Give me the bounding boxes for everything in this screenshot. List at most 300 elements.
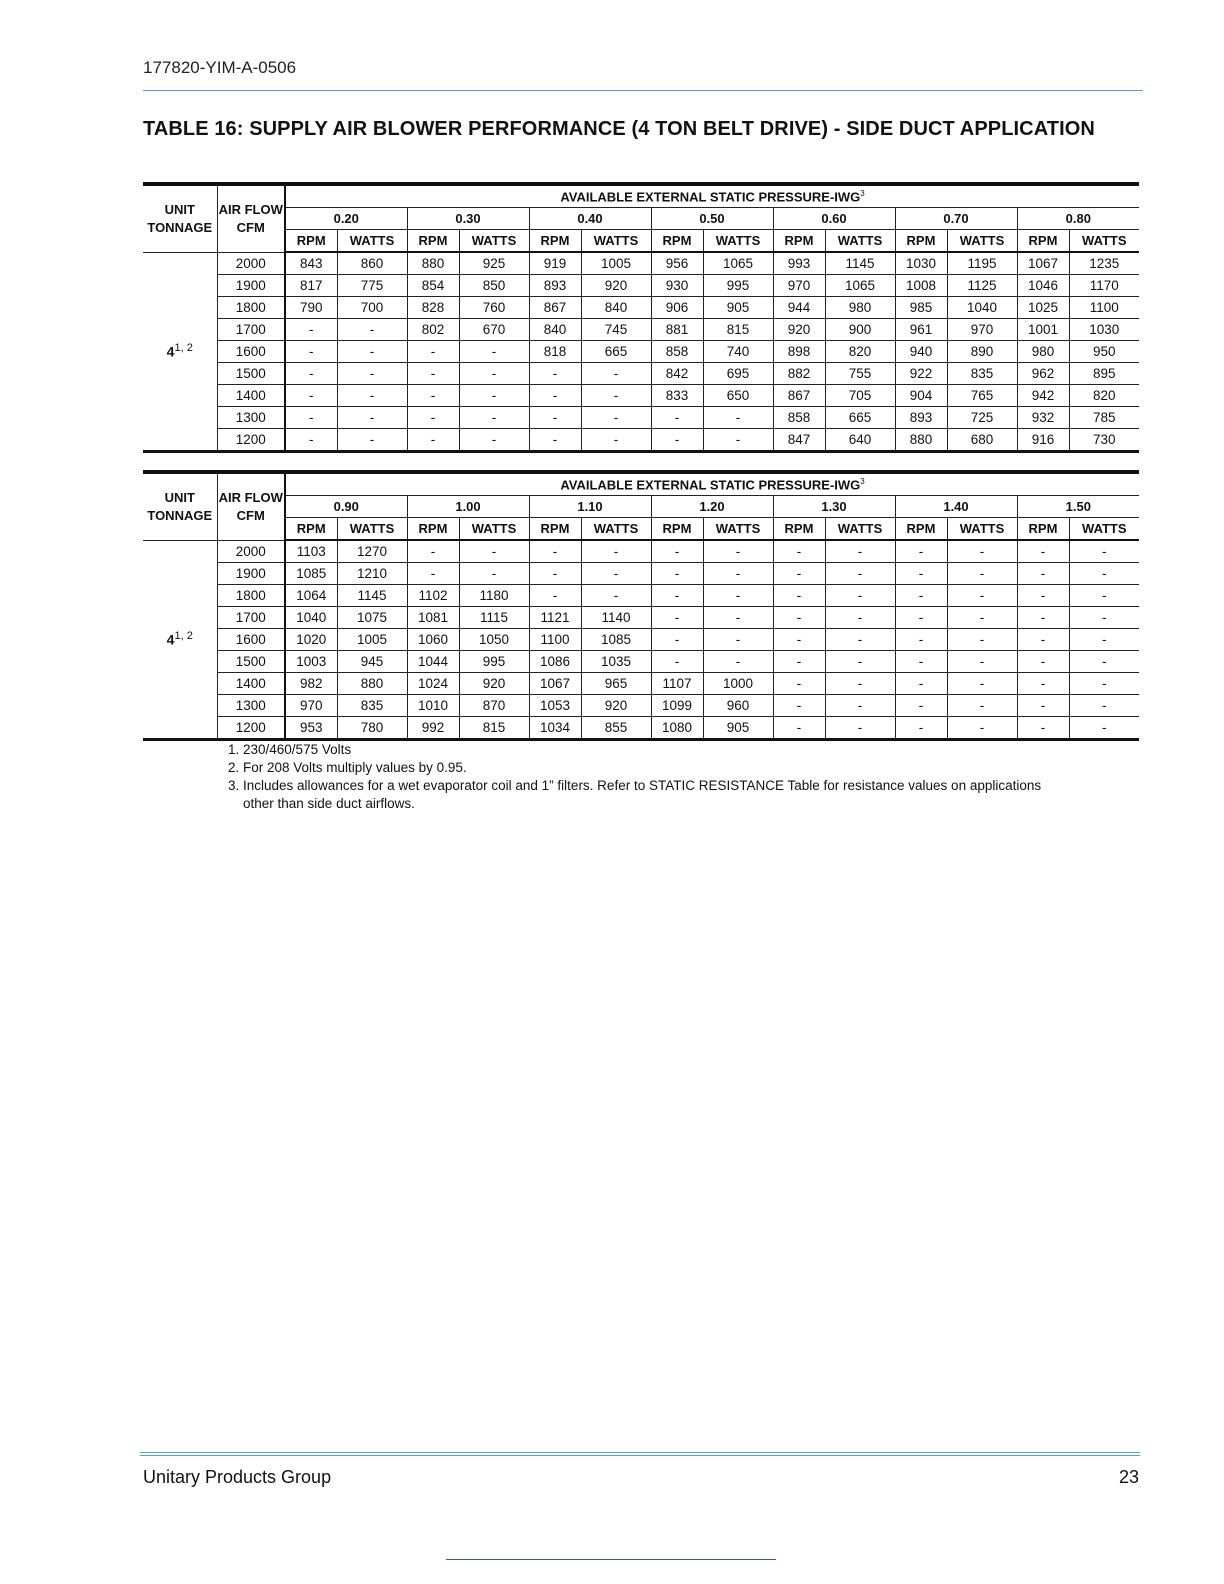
unit-tonnage-cell bbox=[143, 540, 217, 740]
watts-cell: 970 bbox=[947, 319, 1017, 341]
watts-header: WATTS bbox=[459, 230, 529, 253]
rpm-cell: 1046 bbox=[1017, 275, 1069, 297]
watts-cell: - bbox=[947, 651, 1017, 673]
rpm-cell: - bbox=[529, 540, 581, 563]
watts-cell: - bbox=[825, 695, 895, 717]
watts-cell: 945 bbox=[337, 651, 407, 673]
watts-cell: 965 bbox=[581, 673, 651, 695]
watts-cell: - bbox=[825, 540, 895, 563]
rpm-header: RPM bbox=[651, 518, 703, 541]
watts-cell: - bbox=[1069, 717, 1139, 740]
watts-cell: 995 bbox=[459, 651, 529, 673]
rpm-cell: - bbox=[651, 429, 703, 452]
airflow-cell: 1200 bbox=[217, 717, 285, 740]
pressure-header: 1.10 bbox=[529, 496, 651, 518]
watts-header: WATTS bbox=[947, 518, 1017, 541]
watts-header: WATTS bbox=[825, 230, 895, 253]
rpm-cell: 1080 bbox=[651, 717, 703, 740]
rpm-cell: 919 bbox=[529, 252, 581, 275]
rpm-cell: - bbox=[1017, 673, 1069, 695]
watts-cell: 1115 bbox=[459, 607, 529, 629]
watts-cell: 925 bbox=[459, 252, 529, 275]
rpm-cell: 893 bbox=[529, 275, 581, 297]
watts-header: WATTS bbox=[337, 518, 407, 541]
rpm-cell: - bbox=[1017, 607, 1069, 629]
watts-cell: - bbox=[703, 629, 773, 651]
rpm-cell: - bbox=[407, 540, 459, 563]
watts-cell: 650 bbox=[703, 385, 773, 407]
footnote-1: 1. 230/460/575 Volts bbox=[228, 742, 352, 757]
watts-cell: - bbox=[703, 651, 773, 673]
table-row bbox=[143, 717, 1139, 740]
static-pressure-footnote-ref: 3 bbox=[860, 476, 865, 486]
rpm-cell: 1024 bbox=[407, 673, 459, 695]
watts-cell: - bbox=[1069, 695, 1139, 717]
rpm-cell: - bbox=[651, 540, 703, 563]
rpm-header: RPM bbox=[285, 230, 337, 253]
watts-header: WATTS bbox=[581, 230, 651, 253]
pressure-header: 1.20 bbox=[651, 496, 773, 518]
static-pressure-header bbox=[285, 184, 1139, 208]
watts-cell: - bbox=[1069, 563, 1139, 585]
rpm-cell: 847 bbox=[773, 429, 825, 452]
watts-cell: 835 bbox=[947, 363, 1017, 385]
rpm-cell: - bbox=[651, 651, 703, 673]
rpm-cell: 962 bbox=[1017, 363, 1069, 385]
watts-cell: 820 bbox=[1069, 385, 1139, 407]
watts-cell: 705 bbox=[825, 385, 895, 407]
watts-cell: - bbox=[1069, 607, 1139, 629]
watts-cell: - bbox=[459, 407, 529, 429]
rpm-cell: - bbox=[651, 407, 703, 429]
rpm-cell: 1034 bbox=[529, 717, 581, 740]
pressure-header: 0.90 bbox=[285, 496, 407, 518]
watts-cell: 920 bbox=[459, 673, 529, 695]
watts-cell: 920 bbox=[581, 695, 651, 717]
rpm-cell: - bbox=[285, 319, 337, 341]
rpm-cell: 1040 bbox=[285, 607, 337, 629]
watts-cell: 1180 bbox=[459, 585, 529, 607]
watts-cell: 765 bbox=[947, 385, 1017, 407]
watts-cell: - bbox=[581, 385, 651, 407]
rpm-cell: 985 bbox=[895, 297, 947, 319]
watts-cell: 820 bbox=[825, 341, 895, 363]
watts-cell: - bbox=[947, 717, 1017, 740]
watts-cell: 905 bbox=[703, 297, 773, 319]
rpm-cell: 842 bbox=[651, 363, 703, 385]
table-row bbox=[143, 651, 1139, 673]
watts-cell: 1050 bbox=[459, 629, 529, 651]
rpm-cell: 1107 bbox=[651, 673, 703, 695]
watts-cell: 950 bbox=[1069, 341, 1139, 363]
watts-cell: - bbox=[581, 363, 651, 385]
page-number: 23 bbox=[1118, 1467, 1139, 1487]
watts-cell: 1035 bbox=[581, 651, 651, 673]
rpm-cell: 1030 bbox=[895, 252, 947, 275]
watts-cell: 815 bbox=[459, 717, 529, 740]
watts-cell: 1040 bbox=[947, 297, 1017, 319]
watts-cell: - bbox=[581, 563, 651, 585]
rpm-cell: 1100 bbox=[529, 629, 581, 651]
rpm-cell: 1085 bbox=[285, 563, 337, 585]
watts-cell: 745 bbox=[581, 319, 651, 341]
airflow-cell: 1300 bbox=[217, 407, 285, 429]
watts-cell: - bbox=[947, 673, 1017, 695]
watts-cell: - bbox=[581, 407, 651, 429]
static-pressure-footnote-ref: 3 bbox=[860, 188, 865, 198]
watts-cell: - bbox=[825, 673, 895, 695]
pressure-header: 0.20 bbox=[285, 208, 407, 230]
watts-cell: - bbox=[947, 629, 1017, 651]
rpm-cell: - bbox=[285, 429, 337, 452]
rpm-cell: - bbox=[895, 717, 947, 740]
rpm-cell: - bbox=[895, 607, 947, 629]
footer-company: Unitary Products Group bbox=[143, 1467, 332, 1487]
rpm-cell: 970 bbox=[773, 275, 825, 297]
watts-cell: - bbox=[1069, 540, 1139, 563]
watts-header: WATTS bbox=[703, 518, 773, 541]
pressure-header: 1.40 bbox=[895, 496, 1017, 518]
watts-cell: 1005 bbox=[337, 629, 407, 651]
watts-cell: 640 bbox=[825, 429, 895, 452]
table-row bbox=[143, 607, 1139, 629]
watts-cell: 815 bbox=[703, 319, 773, 341]
table-row bbox=[143, 540, 1139, 563]
airflow-cell: 2000 bbox=[217, 252, 285, 275]
watts-cell: - bbox=[581, 429, 651, 452]
watts-cell: - bbox=[703, 585, 773, 607]
rpm-cell: 898 bbox=[773, 341, 825, 363]
rpm-cell: - bbox=[651, 563, 703, 585]
rpm-cell: 882 bbox=[773, 363, 825, 385]
watts-cell: 665 bbox=[581, 341, 651, 363]
watts-cell: 1100 bbox=[1069, 297, 1139, 319]
rpm-cell: 854 bbox=[407, 275, 459, 297]
pressure-header: 0.40 bbox=[529, 208, 651, 230]
rpm-header: RPM bbox=[895, 230, 947, 253]
watts-cell: - bbox=[825, 585, 895, 607]
watts-cell: 920 bbox=[581, 275, 651, 297]
watts-cell: 870 bbox=[459, 695, 529, 717]
rpm-cell: 953 bbox=[285, 717, 337, 740]
rpm-cell: 867 bbox=[529, 297, 581, 319]
rpm-cell: - bbox=[773, 563, 825, 585]
rpm-cell: 1099 bbox=[651, 695, 703, 717]
tonnage-value: 4 bbox=[166, 344, 175, 361]
rpm-cell: 940 bbox=[895, 341, 947, 363]
rpm-cell: - bbox=[407, 363, 459, 385]
tonnage-value: 4 bbox=[166, 632, 175, 649]
watts-cell: 840 bbox=[581, 297, 651, 319]
airflow-cell: 1400 bbox=[217, 385, 285, 407]
rpm-cell: 1020 bbox=[285, 629, 337, 651]
header-row bbox=[143, 472, 1139, 496]
rpm-header: RPM bbox=[407, 518, 459, 541]
rpm-cell: - bbox=[773, 585, 825, 607]
footnotes bbox=[228, 741, 1088, 813]
rpm-cell: - bbox=[529, 407, 581, 429]
rpm-cell: 956 bbox=[651, 252, 703, 275]
rpm-cell: - bbox=[285, 363, 337, 385]
table-row bbox=[143, 563, 1139, 585]
pressure-row bbox=[143, 496, 1139, 518]
watts-cell: 980 bbox=[825, 297, 895, 319]
watts-cell: 725 bbox=[947, 407, 1017, 429]
watts-cell: - bbox=[947, 607, 1017, 629]
rpm-cell: 1121 bbox=[529, 607, 581, 629]
static-pressure-label: AVAILABLE EXTERNAL STATIC PRESSURE-IWG bbox=[560, 477, 861, 493]
unit-tonnage-header: UNIT TONNAGE bbox=[143, 472, 217, 540]
watts-cell: 835 bbox=[337, 695, 407, 717]
airflow-cell: 2000 bbox=[217, 540, 285, 563]
blower-performance-table-1 bbox=[143, 182, 1139, 453]
rpm-cell: - bbox=[651, 585, 703, 607]
table-title: TABLE 16: SUPPLY AIR BLOWER PERFORMANCE (4 TON BELT DRIVE) - SIDE DUCT APPLICATION bbox=[143, 118, 1095, 140]
rpm-cell: - bbox=[529, 585, 581, 607]
unit-tonnage-cell bbox=[143, 252, 217, 452]
watts-cell: 1140 bbox=[581, 607, 651, 629]
rpm-cell: 1064 bbox=[285, 585, 337, 607]
rpm-cell: 867 bbox=[773, 385, 825, 407]
watts-cell: - bbox=[825, 563, 895, 585]
rpm-cell: - bbox=[895, 540, 947, 563]
watts-cell: 700 bbox=[337, 297, 407, 319]
rpm-cell: 970 bbox=[285, 695, 337, 717]
rpm-cell: 993 bbox=[773, 252, 825, 275]
watts-header: WATTS bbox=[947, 230, 1017, 253]
watts-cell: - bbox=[581, 540, 651, 563]
rpm-header: RPM bbox=[895, 518, 947, 541]
watts-cell: 880 bbox=[337, 673, 407, 695]
rpm-cell: 1086 bbox=[529, 651, 581, 673]
rpm-cell: - bbox=[895, 585, 947, 607]
rpm-cell: - bbox=[773, 673, 825, 695]
watts-cell: 1000 bbox=[703, 673, 773, 695]
rpm-header: RPM bbox=[529, 518, 581, 541]
rpm-cell: 1008 bbox=[895, 275, 947, 297]
watts-cell: 890 bbox=[947, 341, 1017, 363]
rpm-cell: 961 bbox=[895, 319, 947, 341]
rpm-cell: 922 bbox=[895, 363, 947, 385]
header-rule bbox=[143, 90, 1143, 91]
table-row bbox=[143, 407, 1139, 429]
pressure-header: 0.30 bbox=[407, 208, 529, 230]
rpm-cell: 1102 bbox=[407, 585, 459, 607]
static-pressure-header bbox=[285, 472, 1139, 496]
airflow-cell: 1600 bbox=[217, 629, 285, 651]
rpm-cell: 843 bbox=[285, 252, 337, 275]
pressure-header: 1.00 bbox=[407, 496, 529, 518]
footnote-2: 2. For 208 Volts multiply values by 0.95. bbox=[228, 760, 467, 775]
watts-cell: 665 bbox=[825, 407, 895, 429]
rpm-cell: 1003 bbox=[285, 651, 337, 673]
watts-cell: 1005 bbox=[581, 252, 651, 275]
rpm-header: RPM bbox=[1017, 518, 1069, 541]
watts-cell: 730 bbox=[1069, 429, 1139, 452]
watts-cell: 695 bbox=[703, 363, 773, 385]
watts-cell: 670 bbox=[459, 319, 529, 341]
rpm-cell: 858 bbox=[651, 341, 703, 363]
rpm-cell: - bbox=[1017, 695, 1069, 717]
rpm-cell: 817 bbox=[285, 275, 337, 297]
watts-cell: - bbox=[459, 429, 529, 452]
rpm-cell: 906 bbox=[651, 297, 703, 319]
rpm-cell: 880 bbox=[407, 252, 459, 275]
rpm-cell: 1053 bbox=[529, 695, 581, 717]
rpm-header: RPM bbox=[407, 230, 459, 253]
rpm-cell: - bbox=[1017, 540, 1069, 563]
rpm-header: RPM bbox=[529, 230, 581, 253]
watts-cell: 1210 bbox=[337, 563, 407, 585]
watts-cell: - bbox=[459, 385, 529, 407]
tonnage-footnote-ref: 1, 2 bbox=[174, 630, 193, 643]
rpm-cell: 1067 bbox=[529, 673, 581, 695]
rpm-cell: - bbox=[529, 429, 581, 452]
rpm-cell: - bbox=[773, 717, 825, 740]
rpm-cell: 833 bbox=[651, 385, 703, 407]
watts-cell: - bbox=[337, 385, 407, 407]
watts-cell: - bbox=[337, 319, 407, 341]
rpm-cell: 1081 bbox=[407, 607, 459, 629]
pressure-header: 1.30 bbox=[773, 496, 895, 518]
watts-header: WATTS bbox=[459, 518, 529, 541]
table-row bbox=[143, 319, 1139, 341]
rpm-cell: 881 bbox=[651, 319, 703, 341]
rpm-cell: 858 bbox=[773, 407, 825, 429]
rpm-cell: - bbox=[773, 540, 825, 563]
pressure-header: 1.50 bbox=[1017, 496, 1139, 518]
rpm-watts-row bbox=[143, 230, 1139, 253]
rpm-cell: 880 bbox=[895, 429, 947, 452]
rpm-cell: 828 bbox=[407, 297, 459, 319]
watts-cell: - bbox=[703, 607, 773, 629]
rpm-cell: - bbox=[895, 629, 947, 651]
airflow-cell: 1900 bbox=[217, 275, 285, 297]
watts-cell: - bbox=[459, 563, 529, 585]
pressure-header: 0.80 bbox=[1017, 208, 1139, 230]
document-id: 177820-YIM-A-0506 bbox=[143, 58, 297, 77]
airflow-cell: 1700 bbox=[217, 319, 285, 341]
watts-cell: - bbox=[825, 607, 895, 629]
rpm-cell: - bbox=[1017, 717, 1069, 740]
airflow-cell: 1600 bbox=[217, 341, 285, 363]
rpm-cell: 1001 bbox=[1017, 319, 1069, 341]
watts-cell: 900 bbox=[825, 319, 895, 341]
rpm-header: RPM bbox=[773, 518, 825, 541]
watts-cell: - bbox=[825, 717, 895, 740]
pressure-row bbox=[143, 208, 1139, 230]
rpm-watts-row bbox=[143, 518, 1139, 541]
watts-cell: - bbox=[947, 540, 1017, 563]
watts-cell: - bbox=[459, 341, 529, 363]
watts-cell: - bbox=[703, 563, 773, 585]
rpm-cell: - bbox=[773, 607, 825, 629]
rpm-cell: 904 bbox=[895, 385, 947, 407]
watts-cell: - bbox=[947, 585, 1017, 607]
footnote-3: 3. Includes allowances for a wet evaporator coil and 1” filters. Refer to STATIC RESISTANCE Table for resistance values on applications bbox=[228, 778, 1042, 793]
watts-cell: - bbox=[1069, 585, 1139, 607]
watts-cell: - bbox=[947, 695, 1017, 717]
rpm-cell: 932 bbox=[1017, 407, 1069, 429]
airflow-cell: 1800 bbox=[217, 585, 285, 607]
watts-cell: 1075 bbox=[337, 607, 407, 629]
rpm-cell: 1060 bbox=[407, 629, 459, 651]
watts-cell: 1065 bbox=[825, 275, 895, 297]
table-row bbox=[143, 673, 1139, 695]
rpm-cell: - bbox=[651, 607, 703, 629]
rpm-cell: 982 bbox=[285, 673, 337, 695]
airflow-cell: 1700 bbox=[217, 607, 285, 629]
rpm-cell: 802 bbox=[407, 319, 459, 341]
rpm-cell: - bbox=[895, 673, 947, 695]
table-row bbox=[143, 629, 1139, 651]
watts-cell: 785 bbox=[1069, 407, 1139, 429]
watts-cell: 1030 bbox=[1069, 319, 1139, 341]
rpm-cell: - bbox=[407, 341, 459, 363]
table-row bbox=[143, 275, 1139, 297]
watts-cell: 1085 bbox=[581, 629, 651, 651]
watts-cell: - bbox=[703, 540, 773, 563]
airflow-cell: 1400 bbox=[217, 673, 285, 695]
watts-cell: - bbox=[1069, 673, 1139, 695]
pressure-header: 0.60 bbox=[773, 208, 895, 230]
rpm-cell: - bbox=[895, 695, 947, 717]
table-row bbox=[143, 695, 1139, 717]
watts-cell: - bbox=[703, 407, 773, 429]
blower-performance-table-2 bbox=[143, 470, 1139, 741]
rpm-cell: 893 bbox=[895, 407, 947, 429]
watts-cell: 755 bbox=[825, 363, 895, 385]
header-row bbox=[143, 184, 1139, 208]
watts-cell: - bbox=[459, 363, 529, 385]
rpm-cell: - bbox=[773, 651, 825, 673]
table-row bbox=[143, 341, 1139, 363]
rpm-cell: - bbox=[1017, 629, 1069, 651]
rpm-cell: - bbox=[285, 341, 337, 363]
watts-cell: 895 bbox=[1069, 363, 1139, 385]
rpm-header: RPM bbox=[651, 230, 703, 253]
footer-rule bbox=[140, 1452, 1140, 1453]
rpm-cell: - bbox=[773, 629, 825, 651]
rpm-header: RPM bbox=[1017, 230, 1069, 253]
airflow-cell: 1800 bbox=[217, 297, 285, 319]
rpm-cell: - bbox=[1017, 585, 1069, 607]
rpm-cell: 1010 bbox=[407, 695, 459, 717]
watts-cell: 905 bbox=[703, 717, 773, 740]
rpm-cell: 944 bbox=[773, 297, 825, 319]
rpm-cell: - bbox=[407, 429, 459, 452]
rpm-cell: - bbox=[407, 385, 459, 407]
rpm-cell: - bbox=[773, 695, 825, 717]
airflow-cell: 1900 bbox=[217, 563, 285, 585]
rpm-cell: - bbox=[529, 563, 581, 585]
watts-cell: 775 bbox=[337, 275, 407, 297]
watts-cell: 1195 bbox=[947, 252, 1017, 275]
watts-cell: 1270 bbox=[337, 540, 407, 563]
rpm-cell: - bbox=[651, 629, 703, 651]
watts-cell: - bbox=[337, 341, 407, 363]
rpm-header: RPM bbox=[773, 230, 825, 253]
watts-cell: - bbox=[825, 629, 895, 651]
table-row bbox=[143, 297, 1139, 319]
watts-cell: - bbox=[1069, 629, 1139, 651]
rpm-cell: 790 bbox=[285, 297, 337, 319]
rpm-cell: - bbox=[1017, 563, 1069, 585]
static-pressure-label: AVAILABLE EXTERNAL STATIC PRESSURE-IWG bbox=[560, 189, 861, 205]
rpm-cell: - bbox=[1017, 651, 1069, 673]
watts-cell: 1125 bbox=[947, 275, 1017, 297]
watts-cell: - bbox=[947, 563, 1017, 585]
